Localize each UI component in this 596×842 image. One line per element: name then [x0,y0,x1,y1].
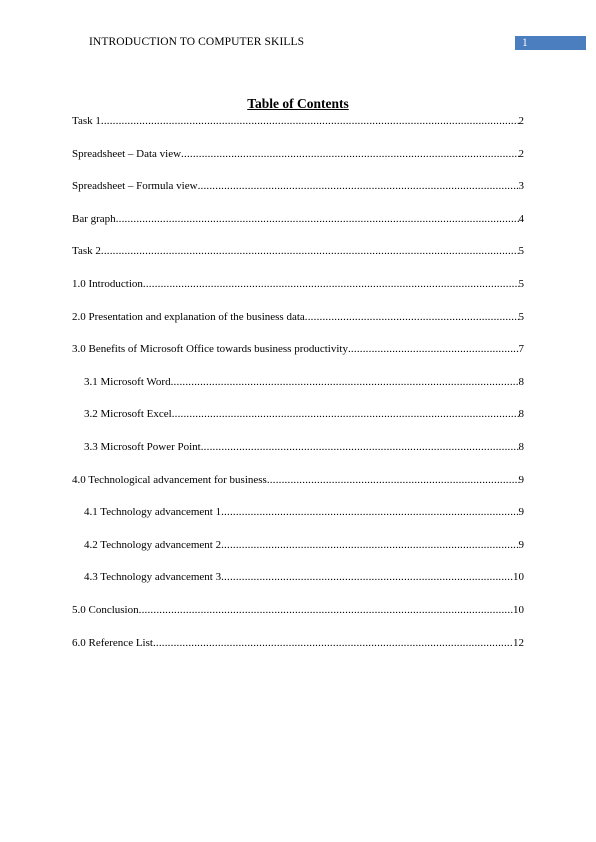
toc-entry-page: 9 [518,473,524,486]
toc-entry[interactable] [72,276,524,309]
toc-entry-text: 3.2 Microsoft Excel [84,408,172,421]
toc-dot-leader [221,504,518,520]
page-number: 1 [522,37,528,49]
toc-entry[interactable] [72,472,524,505]
toc-entry[interactable] [72,243,524,276]
toc-dot-leader [348,341,519,357]
toc-entry[interactable] [72,309,524,342]
toc-entry[interactable] [72,537,524,570]
toc-entry-text: 2.0 Presentation and explanation of the business data [72,310,305,323]
toc-entry-page: 5 [518,277,524,290]
toc-entry[interactable] [72,504,524,537]
toc-entry[interactable] [72,602,524,635]
toc-entry-text: Bar graph [72,212,116,225]
toc-title: Table of Contents [247,96,349,111]
toc-entry-page: 7 [518,343,524,356]
toc-dot-leader [305,309,519,325]
toc-dot-leader [172,406,519,422]
toc-entry-page: 8 [518,408,524,421]
toc-dot-leader [116,211,519,227]
toc-entry-page: 12 [513,636,524,649]
toc-entry-text: Task 2 [72,245,101,258]
toc-entry-text: 5.0 Conclusion [72,603,139,616]
toc-dot-leader [221,569,513,585]
toc-entry-page: 8 [518,375,524,388]
toc-entry-page: 9 [518,538,524,551]
toc-entry-text: 6.0 Reference List [72,636,153,649]
toc-entry[interactable] [72,374,524,407]
toc-entry-text: Spreadsheet – Formula view [72,180,198,193]
running-header-title: INTRODUCTION TO COMPUTER SKILLS [89,36,305,48]
toc-entry-text: 3.3 Microsoft Power Point [84,440,201,453]
toc-dot-leader [101,243,519,259]
toc-entry-page: 8 [518,440,524,453]
toc-entry-text: 4.2 Technology advancement 2 [84,538,222,551]
toc-entry-text: 3.0 Benefits of Microsoft Office towards business productivity [72,343,348,356]
toc-entry[interactable] [72,439,524,472]
toc-dot-leader [181,146,518,162]
toc-dot-leader [221,537,518,553]
toc-entry-page: 9 [518,506,524,519]
toc-dot-leader [198,178,519,194]
toc-dot-leader [139,602,513,618]
toc-entry-page: 3 [518,180,524,193]
page-number-box [515,36,586,50]
toc-entry-page: 5 [518,245,524,258]
toc-entry-page: 2 [518,115,524,127]
toc-entry-page: 4 [518,212,524,225]
toc-entry-text: 4.1 Technology advancement 1 [84,506,222,519]
toc-entry-text: Spreadsheet – Data view [72,147,182,160]
toc-entry-page: 5 [518,310,524,323]
toc-entry-text: 4.3 Technology advancement 3 [84,571,222,584]
toc-dot-leader [267,472,519,488]
toc-dot-leader [101,113,519,129]
toc-entry-text: 1.0 Introduction [72,277,143,290]
toc-entry-page: 10 [513,603,524,616]
toc-entry-page: 2 [518,147,524,160]
toc-entry-text: Task 1 [72,115,101,127]
toc-list [72,113,524,667]
toc-dot-leader [201,439,519,455]
toc-dot-leader [143,276,519,292]
toc-entry[interactable] [72,406,524,439]
toc-entry[interactable] [72,635,524,668]
toc-entry[interactable] [72,178,524,211]
toc-entry[interactable] [72,211,524,244]
toc-entry[interactable] [72,341,524,374]
toc-entry[interactable] [72,146,524,179]
toc-dot-leader [171,374,519,390]
toc-entry-text: 4.0 Technological advancement for business [72,473,267,486]
toc-entry-text: 3.1 Microsoft Word [84,375,171,388]
toc-entry-page: 10 [513,571,524,584]
toc-entry[interactable] [72,113,524,146]
toc-dot-leader [153,635,513,651]
toc-entry[interactable] [72,569,524,602]
